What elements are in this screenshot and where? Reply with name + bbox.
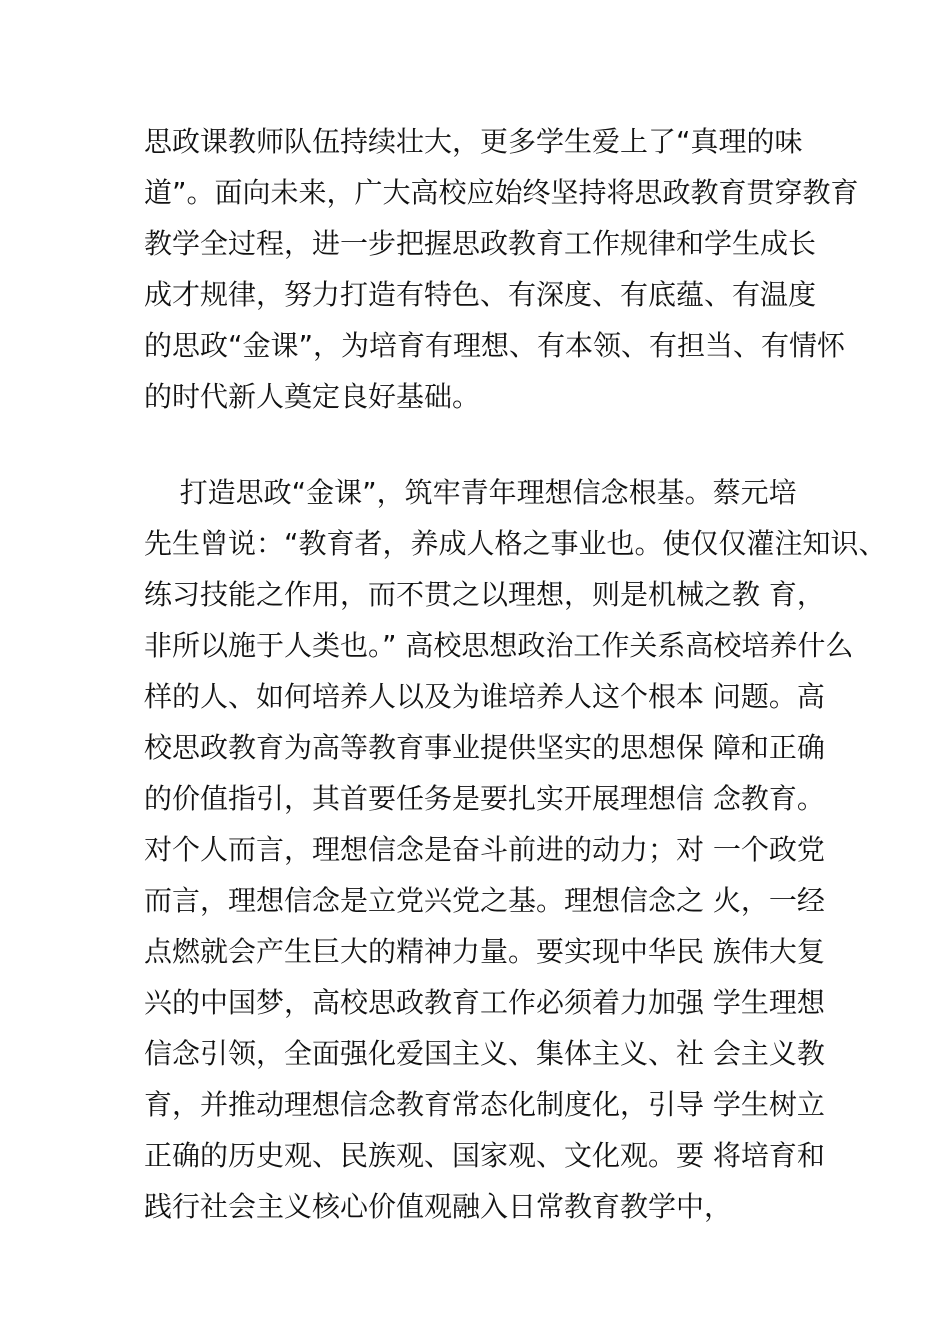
paragraph-line: 的价值指引，其首要任务是要扎实开展理想信 念教育。 — [144, 782, 825, 815]
paragraph-line: 成才规律，努力打造有特色、有深度、有底蕴、有温度 — [144, 278, 817, 311]
paragraph-line: 的时代新人奠定良好基础。 — [144, 380, 481, 413]
paragraph-1 — [144, 116, 859, 422]
paragraph-line: 信念引领，全面强化爱国主义、集体主义、社 会主义教 — [144, 1037, 825, 1070]
paragraph-line: 践行社会主义核心价值观融入日常教育教学中， — [144, 1190, 733, 1223]
paragraph-line: 非所以施于人类也。” 高校思想政治工作关系高校培养什么 — [144, 629, 854, 662]
paragraph-line: 先生曾说：“教育者，养成人格之事业也。使仅仅灌注知识、 — [144, 527, 887, 560]
paragraph-heading-line: 打造思政“金课”，筑牢青年理想信念根基。蔡元培 — [144, 476, 797, 509]
paragraph-line: 点燃就会产生巨大的精神力量。要实现中华民 族伟大复 — [144, 935, 825, 968]
paragraph-line: 练习技能之作用，而不贯之以理想，则是机械之教 育， — [144, 578, 825, 611]
paragraph-line: 的思政“金课”，为培育有理想、有本领、有担当、有情怀 — [144, 329, 846, 362]
paragraph-line: 育，并推动理想信念教育常态化制度化，引导 学生树立 — [144, 1088, 825, 1121]
paragraph-line: 兴的中国梦，高校思政教育工作必须着力加强 学生理想 — [144, 986, 825, 1019]
paragraph-line: 道”。面向未来，广大高校应始终坚持将思政教育贯穿教育 — [144, 176, 859, 209]
paragraph-line: 而言，理想信念是立党兴党之基。理想信念之 火，一经 — [144, 884, 825, 917]
paragraph-line: 校思政教育为高等教育事业提供坚实的思想保 障和正确 — [144, 731, 825, 764]
paragraph-line: 样的人、如何培养人以及为谁培养人这个根本 问题。高 — [144, 680, 825, 713]
paragraph-line: 思政课教师队伍持续壮大，更多学生爱上了“真理的味 — [144, 125, 803, 158]
paragraph-line: 教学全过程，进一步把握思政教育工作规律和学生成长 — [144, 227, 817, 260]
paragraph-line: 对个人而言，理想信念是奋斗前进的动力；对 一个政党 — [144, 833, 825, 866]
paragraph-2 — [144, 467, 887, 1232]
paragraph-line: 正确的历史观、民族观、国家观、文化观。要 将培育和 — [144, 1139, 825, 1172]
